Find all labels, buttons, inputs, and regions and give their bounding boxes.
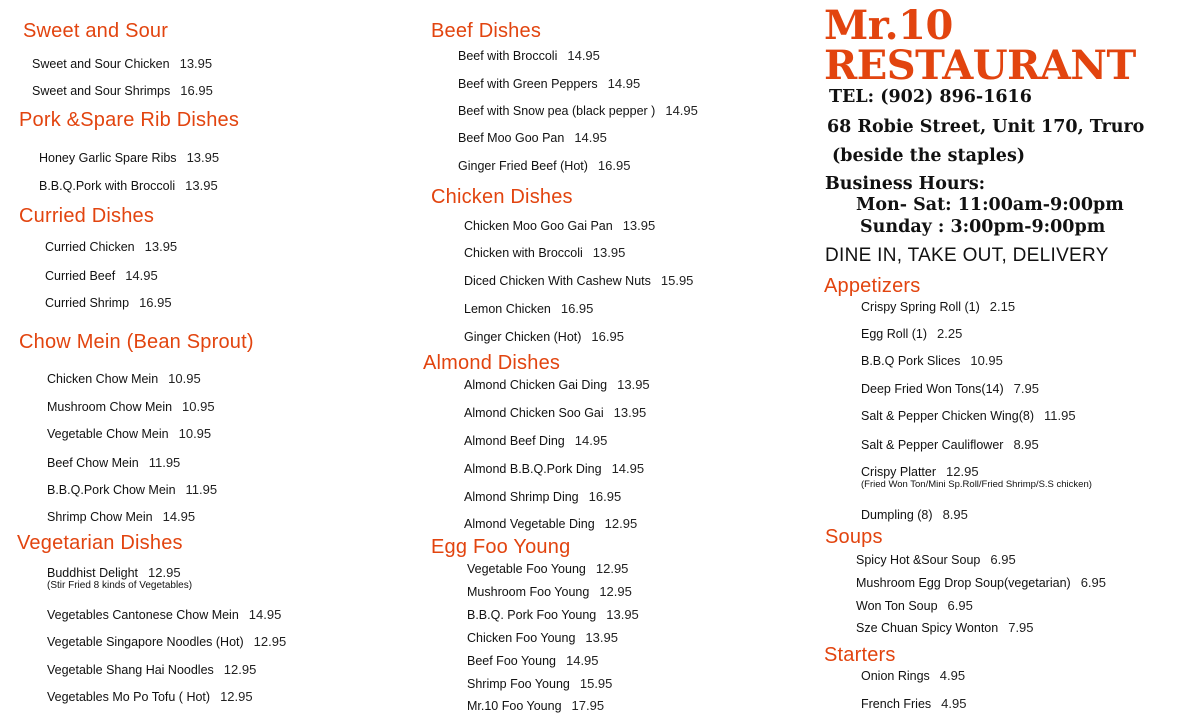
menu-item [464, 329, 624, 344]
item-price: 14.95 [567, 48, 600, 63]
menu-item [47, 662, 256, 677]
item-price: 7.95 [1013, 381, 1039, 396]
item-price: 11.95 [148, 455, 181, 470]
menu-item [467, 698, 604, 713]
item-name: Won Ton Soup [856, 599, 938, 613]
item-price: 14.95 [565, 653, 599, 668]
section-title-almond: Almond Dishes [423, 352, 561, 374]
menu-item [861, 668, 965, 683]
item-name: Vegetable Foo Young [467, 562, 586, 576]
hours-title: Business Hours: [825, 174, 986, 194]
phone-number: TEL: (902) 896-1616 [829, 87, 1032, 107]
section-title-vegetarian: Vegetarian Dishes [17, 532, 183, 554]
item-name: Dumpling (8) [861, 508, 933, 522]
item-name: B.B.Q. Pork Foo Young [467, 608, 597, 622]
item-name: Beef with Green Peppers [458, 77, 598, 91]
hours-weekday: Mon- Sat: 11:00am-9:00pm [856, 195, 1124, 215]
menu-item [861, 696, 966, 711]
item-name: Mushroom Egg Drop Soup(vegetarian) [856, 576, 1071, 590]
menu-item [47, 565, 181, 580]
menu-item [47, 399, 215, 414]
item-name: Almond Shrimp Ding [464, 490, 579, 504]
item-name: Almond Chicken Soo Gai [464, 406, 604, 420]
menu-item [467, 607, 639, 622]
menu-item [39, 150, 219, 165]
address: 68 Robie Street, Unit 170, Truro [827, 117, 1145, 137]
item-name: Mr.10 Foo Young [467, 699, 562, 713]
menu-item [464, 218, 655, 233]
menu-item [464, 461, 644, 476]
menu-item [464, 433, 607, 448]
item-price: 12.95 [220, 689, 253, 704]
item-price: 14.95 [574, 433, 608, 448]
item-name: Deep Fried Won Tons(14) [861, 382, 1004, 396]
item-price: 11.95 [1044, 408, 1076, 423]
menu-item [467, 630, 618, 645]
item-price: 12.95 [599, 584, 632, 599]
item-price: 13.95 [617, 377, 650, 392]
item-price: 2.25 [937, 326, 963, 341]
item-price: 12.95 [946, 464, 979, 479]
item-name: Shrimp Chow Mein [47, 510, 153, 524]
item-name: Beef with Broccoli [458, 49, 558, 63]
item-name: Crispy Platter [861, 465, 937, 479]
item-price: 16.95 [139, 295, 172, 310]
item-price: 14.95 [162, 509, 196, 524]
menu-item [45, 239, 177, 254]
menu-item [861, 464, 979, 479]
item-price: 12.95 [253, 634, 287, 649]
menu-item [458, 158, 630, 173]
item-name: Vegetable Singapore Noodles (Hot) [47, 635, 244, 649]
item-name: Vegetables Mo Po Tofu ( Hot) [47, 690, 211, 704]
item-price: 7.95 [1008, 620, 1034, 635]
item-price: 17.95 [571, 698, 605, 713]
menu-item [458, 130, 607, 145]
item-price: 16.95 [560, 301, 594, 316]
item-name: Vegetable Chow Mein [47, 427, 169, 441]
item-name: Beef Moo Goo Pan [458, 131, 565, 145]
item-name: Curried Chicken [45, 240, 135, 254]
item-price: 13.95 [606, 607, 639, 622]
item-name: French Fries [861, 697, 932, 711]
menu-item [464, 245, 625, 260]
item-price: 2.15 [989, 299, 1016, 314]
item-name: Crispy Spring Roll (1) [861, 300, 980, 314]
section-title-soups: Soups [825, 526, 883, 548]
menu-item [856, 620, 1034, 635]
menu-item [47, 371, 201, 386]
menu-item [464, 489, 621, 504]
item-price: 13.95 [613, 405, 647, 420]
item-name: Buddhist Delight [47, 566, 139, 580]
item-price: 16.95 [180, 83, 213, 98]
menu-item [464, 301, 593, 316]
item-price: 4.95 [941, 696, 967, 711]
item-name: Beef with Snow pea (black pepper ) [458, 104, 656, 118]
item-name: Sze Chuan Spicy Wonton [856, 621, 999, 635]
item-name: Almond Vegetable Ding [464, 517, 595, 531]
item-price: 12.95 [148, 565, 181, 580]
item-name: Beef Chow Mein [47, 456, 139, 470]
item-name: Egg Roll (1) [861, 327, 927, 341]
services: DINE IN, TAKE OUT, DELIVERY [825, 245, 1109, 266]
item-price: 4.95 [939, 668, 966, 683]
item-name: Mushroom Chow Mein [47, 400, 173, 414]
item-name: Salt & Pepper Cauliflower [861, 438, 1004, 452]
item-price: 8.95 [1013, 437, 1039, 452]
menu-item [45, 268, 158, 283]
item-name: Almond Chicken Gai Ding [464, 378, 608, 392]
item-note: (Fried Won Ton/Mini Sp.Roll/Fried Shrimp/S.S chicken) [861, 479, 1092, 490]
item-name: B.B.Q Pork Slices [861, 354, 961, 368]
restaurant-name-line1: Mr.10 [824, 2, 953, 49]
menu-item [467, 584, 632, 599]
item-name: Chicken Foo Young [467, 631, 576, 645]
menu-item [467, 561, 628, 576]
item-name: B.B.Q.Pork with Broccoli [39, 179, 176, 193]
item-price: 12.95 [604, 516, 638, 531]
item-price: 13.95 [622, 218, 656, 233]
item-price: 14.95 [248, 607, 282, 622]
item-name: Almond Beef Ding [464, 434, 565, 448]
item-price: 15.95 [660, 273, 694, 288]
item-price: 13.95 [186, 150, 220, 165]
item-price: 16.95 [597, 158, 631, 173]
item-price: 13.95 [585, 630, 618, 645]
menu-item [458, 103, 698, 118]
item-name: B.B.Q.Pork Chow Mein [47, 483, 176, 497]
item-price: 13.95 [592, 245, 626, 260]
item-name: Shrimp Foo Young [467, 677, 570, 691]
hours-sunday: Sunday : 3:00pm-9:00pm [860, 217, 1106, 237]
menu-item [467, 676, 612, 691]
menu-item [861, 299, 1015, 314]
menu-item [47, 634, 286, 649]
menu-item [856, 598, 973, 613]
item-price: 14.95 [574, 130, 607, 145]
item-price: 12.95 [595, 561, 629, 576]
section-title-chow-mein: Chow Mein (Bean Sprout) [19, 331, 254, 353]
item-price: 8.95 [942, 507, 968, 522]
item-name: Onion Rings [861, 669, 930, 683]
section-title-beef: Beef Dishes [431, 20, 542, 42]
item-price: 16.95 [588, 489, 622, 504]
item-price: 13.95 [179, 56, 213, 71]
item-name: Sweet and Sour Chicken [32, 57, 170, 71]
item-name: Spicy Hot &Sour Soup [856, 553, 981, 567]
landmark: (beside the staples) [832, 146, 1026, 166]
section-title-chicken: Chicken Dishes [431, 186, 573, 208]
item-price: 6.95 [1080, 575, 1107, 590]
item-name: Mushroom Foo Young [467, 585, 590, 599]
menu-item [861, 353, 1003, 368]
item-price: 10.95 [182, 399, 215, 414]
item-name: Honey Garlic Spare Ribs [39, 151, 177, 165]
item-price: 13.95 [144, 239, 178, 254]
menu-item [47, 426, 211, 441]
section-title-sweet-sour: Sweet and Sour [23, 20, 169, 42]
menu-item [464, 377, 650, 392]
menu-item [467, 653, 599, 668]
item-name: Ginger Fried Beef (Hot) [458, 159, 588, 173]
menu-item [861, 326, 962, 341]
menu-item [861, 437, 1039, 452]
menu-item [464, 273, 693, 288]
item-name: Ginger Chicken (Hot) [464, 330, 582, 344]
item-name: Almond B.B.Q.Pork Ding [464, 462, 602, 476]
item-name: Chicken Chow Mein [47, 372, 159, 386]
section-title-appetizers: Appetizers [824, 275, 921, 297]
item-price: 13.95 [185, 178, 218, 193]
section-title-pork: Pork &Spare Rib Dishes [19, 109, 240, 131]
menu-item [856, 575, 1106, 590]
menu-item [32, 83, 213, 98]
item-name: Sweet and Sour Shrimps [32, 84, 171, 98]
menu-item [861, 408, 1076, 423]
item-name: Chicken with Broccoli [464, 246, 583, 260]
item-price: 10.95 [168, 371, 201, 386]
item-price: 6.95 [947, 598, 973, 613]
section-title-starters: Starters [824, 644, 896, 666]
item-name: Salt & Pepper Chicken Wing(8) [861, 409, 1034, 423]
menu-item [458, 48, 600, 63]
item-price: 15.95 [579, 676, 613, 691]
item-price: 6.95 [990, 552, 1016, 567]
menu-item [458, 76, 640, 91]
item-price: 10.95 [970, 353, 1003, 368]
item-name: Curried Shrimp [45, 296, 130, 310]
item-name: Vegetable Shang Hai Noodles [47, 663, 214, 677]
section-title-curried: Curried Dishes [19, 205, 155, 227]
item-note: (Stir Fried 8 kinds of Vegetables) [47, 580, 193, 591]
item-price: 14.95 [125, 268, 158, 283]
section-title-egg-foo-young: Egg Foo Young [431, 536, 571, 558]
item-name: Beef Foo Young [467, 654, 556, 668]
menu-item [39, 178, 218, 193]
menu-item [47, 482, 217, 497]
menu-item [32, 56, 212, 71]
item-price: 11.95 [185, 482, 218, 497]
item-price: 12.95 [223, 662, 257, 677]
menu-item [47, 455, 180, 470]
item-name: Lemon Chicken [464, 302, 551, 316]
item-price: 14.95 [607, 76, 641, 91]
menu-item [45, 295, 172, 310]
menu-item [47, 509, 195, 524]
restaurant-name-line2: RESTAURANT [824, 42, 1136, 89]
item-name: Vegetables Cantonese Chow Mein [47, 608, 239, 622]
menu-item [47, 689, 253, 704]
item-price: 16.95 [591, 329, 624, 344]
menu-item [464, 405, 646, 420]
item-name: Diced Chicken With Cashew Nuts [464, 274, 651, 288]
menu-item [861, 507, 968, 522]
item-name: Chicken Moo Goo Gai Pan [464, 219, 613, 233]
item-price: 14.95 [665, 103, 698, 118]
menu-item [856, 552, 1016, 567]
menu-item [861, 381, 1039, 396]
menu-item [464, 516, 637, 531]
menu-item [47, 607, 281, 622]
item-price: 10.95 [178, 426, 212, 441]
item-price: 14.95 [611, 461, 645, 476]
item-name: Curried Beef [45, 269, 116, 283]
